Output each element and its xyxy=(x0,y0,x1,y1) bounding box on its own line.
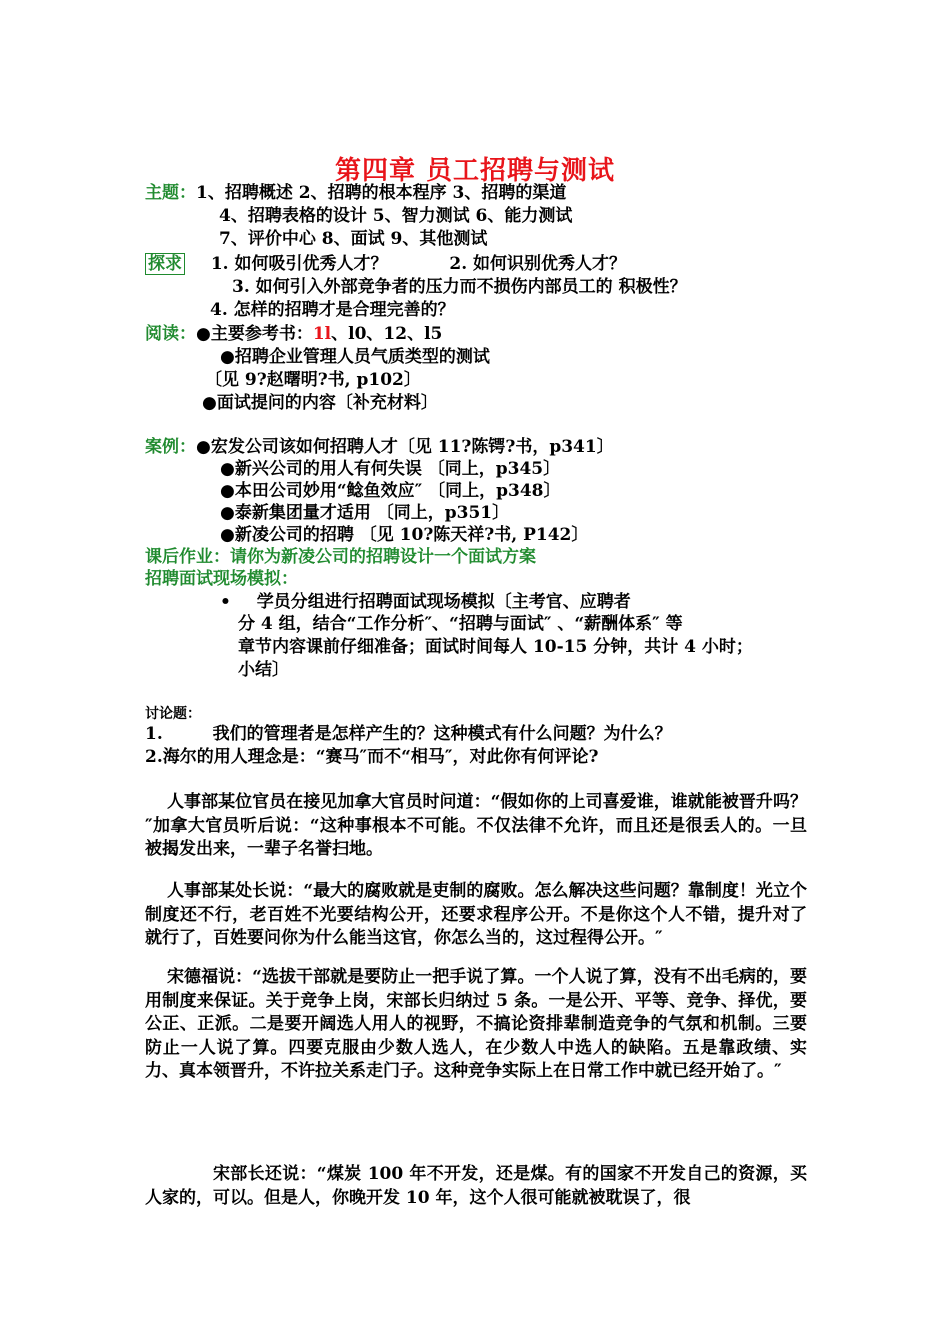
paragraph-2: 人事部某处长说：“最大的腐败就是吏制的腐败。怎么解决这些问题？靠制度！光立个制度还不行，老百姓不光要结构公开，还要求程序公开。不是你这个人不错，提升对了就行了，百姓要问你为什么能当这官，你怎么当的，这过程得公开。″ xyxy=(145,881,807,948)
simulation-bullet: • xyxy=(220,592,231,612)
reading-label: 阅读： xyxy=(145,324,196,344)
paragraph-3: 宋德福说：“选拔干部就是要防止一把手说了算。一个人说了算，没有不出毛病的，要用制度来保证。关于竞争上岗，宋部长归纳过 5 条。一是公开、平等、竞争、择优，要公正、正派。二是要开阔选人用人的视野，不搞论资排辈制造竞争的气氛和机制。三要防止一人说了算。四要克服由少数人选人，在少数人中选人的缺陷。五是靠政绩、实力、真本领晋升，不许拉关系走门子。这种竞争实际上在日常工作中就已经开始了。″ xyxy=(145,967,807,1081)
case-4: ●泰新集团量才适用 〔同上，p351〕 xyxy=(220,503,510,523)
explore-label: 探求 xyxy=(145,253,185,275)
simulation-line-4: 小结〕 xyxy=(238,660,289,680)
simulation-text-1: 学员分组进行招聘面试现场模拟〔主考官、应聘者 xyxy=(256,592,631,612)
topics-line-2: 4、招聘表格的设计 5、智力测试 6、能力测试 xyxy=(219,206,573,226)
case-2: ●新兴公司的用人有何失误 〔同上，p345〕 xyxy=(220,459,561,479)
case-3: ●本田公司妙用“鲶鱼效应″ 〔同上，p348〕 xyxy=(220,481,561,501)
reading-item-3: ●面试提问的内容〔补充材料〕 xyxy=(202,393,438,413)
explore-line-1 xyxy=(145,253,626,275)
explore-question-2: 2. 如何识别优秀人才？ xyxy=(449,254,627,274)
paragraph-4: 宋部长还说：“煤炭 100 年不开发，还是煤。有的国家不开发自己的资源，买人家的，可以。但是人，你晚开发 10 年，这个人很可能就被耽误了，很 xyxy=(145,1164,807,1208)
simulation-line-1 xyxy=(220,591,631,613)
simulation-label: 招聘面试现场模拟： xyxy=(145,569,298,589)
cases-label: 案例： xyxy=(145,437,196,457)
paragraph-1: 人事部某位官员在接见加拿大官员时问道：“假如你的上司喜爱谁，谁就能被晋升吗？″加拿大官员听后说：“这种事根本不可能。不仅法律不允许，而且还是很丢人的。一旦被揭发出来，一辈子名誉扫地。 xyxy=(145,792,807,859)
simulation-line-3: 章节内容课前仔细准备；面试时间每人 10-15 分钟，共计 4 小时； xyxy=(238,637,753,657)
homework: 课后作业：请你为新凌公司的招聘设计一个面试方案 xyxy=(145,547,536,567)
discussion-label: 讨论题： xyxy=(145,706,201,722)
discussion-question-1-number: 1. xyxy=(145,724,163,744)
simulation-line-2: 分 4 组，结合“工作分析″、“招聘与面试″ 、“薪酬体系″ 等 xyxy=(238,614,683,634)
reading-item-2: ●招聘企业管理人员气质类型的测试 xyxy=(220,347,490,367)
topics-line-1 xyxy=(145,182,566,204)
case-1: ●宏发公司该如何招聘人才〔见 11?陈锷?书，p341〕 xyxy=(196,437,614,457)
discussion-question-1 xyxy=(145,723,672,745)
explore-question-1: 1. 如何吸引优秀人才？ xyxy=(210,254,388,274)
case-5: ●新凌公司的招聘 〔见 10?陈天祥?书, P142〕 xyxy=(220,525,589,545)
reading-item-1-highlight: 1l xyxy=(312,324,332,344)
explore-question-3: 3. 如何引入外部竞争者的压力而不损伤内部员工的 积极性？ xyxy=(232,277,687,297)
reading-line-1 xyxy=(145,323,442,345)
discussion-question-1-text: 我们的管理者是怎样产生的？这种模式有什么问题？为什么？ xyxy=(212,724,672,744)
reading-item-1-rest: 、l0、12、l5 xyxy=(331,324,443,344)
topics-text-1: 1、招聘概述 2、招聘的根本程序 3、招聘的渠道 xyxy=(196,183,567,203)
topics-label: 主题： xyxy=(145,183,196,203)
chapter-title: 第四章 员工招聘与测试 xyxy=(334,156,616,186)
reading-item-2-ref: 〔见 9?赵曙明?书, p102〕 xyxy=(205,370,421,390)
reading-item-1-prefix: ●主要参考书： xyxy=(196,324,313,344)
explore-question-4: 4. 怎样的招聘才是合理完善的？ xyxy=(210,300,455,320)
topics-line-3: 7、评价中心 8、面试 9、其他测试 xyxy=(219,229,488,249)
cases-line-1 xyxy=(145,436,614,458)
discussion-question-2: 2.海尔的用人理念是：“赛马″而不“相马″，对此你有何评论? xyxy=(145,747,599,767)
